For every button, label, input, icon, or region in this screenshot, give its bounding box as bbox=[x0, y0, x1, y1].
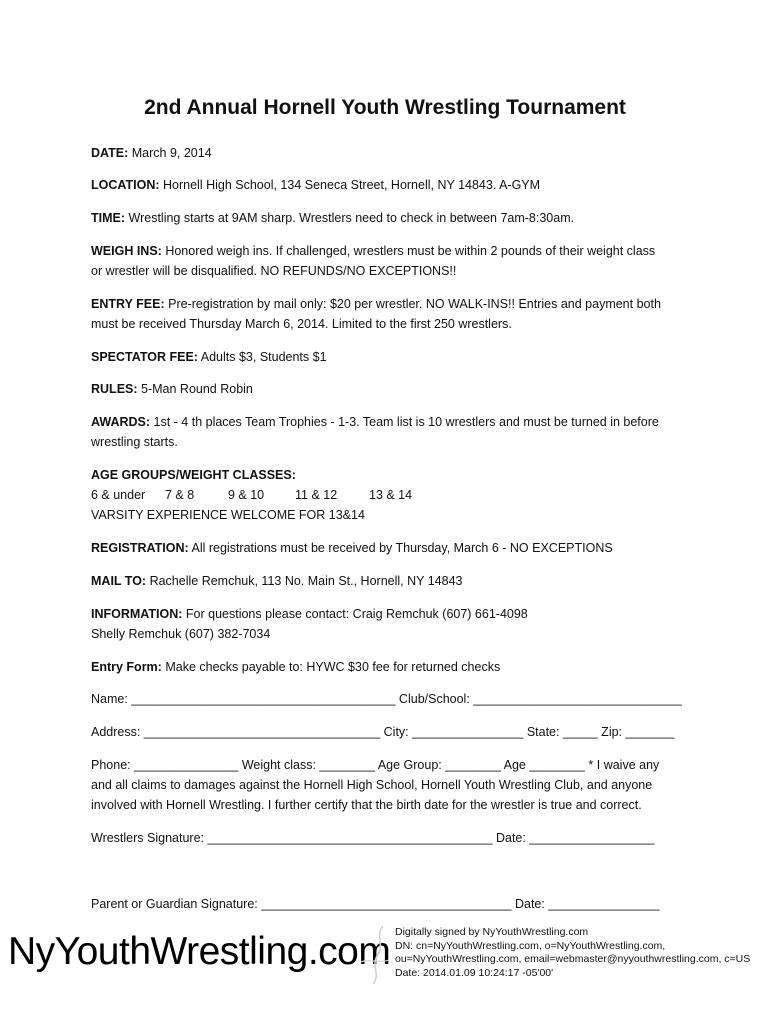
registration-line bbox=[91, 541, 613, 555]
awards-line-2: wrestling starts. bbox=[91, 435, 178, 449]
phone-field[interactable]: Phone: _______________ Weight class: ________ Age Group: ________ Age ________ * I waive any bbox=[91, 758, 660, 772]
weigh-ins-label: WEIGH INS: bbox=[91, 244, 162, 258]
location-value: Hornell High School, 134 Seneca Street, Hornell, NY 14843. A-GYM bbox=[163, 178, 541, 192]
mail-to-line bbox=[91, 574, 462, 588]
information-line-1 bbox=[91, 607, 528, 621]
entry-fee-line-2: must be received Thursday March 6, 2014. Limited to the first 250 wrestlers. bbox=[91, 317, 512, 331]
entry-fee-line-1 bbox=[91, 297, 661, 311]
rules-line bbox=[91, 382, 253, 396]
location-label: LOCATION: bbox=[91, 178, 160, 192]
age-group: 7 & 8 bbox=[165, 488, 195, 502]
mail-to-label: MAIL TO: bbox=[91, 574, 147, 588]
registration-value: All registrations must be received by Thursday, March 6 - NO EXCEPTIONS bbox=[191, 541, 613, 555]
name-club-field[interactable]: Name: ______________________________________ Club/School: ______________________________ bbox=[91, 692, 682, 706]
time-line bbox=[91, 211, 574, 225]
awards-text: 1st - 4 th places Team Trophies - 1-3. Team list is 10 wrestlers and must be turned in before bbox=[153, 415, 659, 429]
age-group: 11 & 12 bbox=[295, 488, 338, 502]
spectator-fee-label: SPECTATOR FEE: bbox=[91, 350, 198, 364]
digital-signature-line: ou=NyYouthWrestling.com, email=webmaster@nyyouthwrestling.com, c=US bbox=[395, 953, 751, 965]
mail-to-value: Rachelle Remchuk, 113 No. Main St., Hornell, NY 14843 bbox=[149, 574, 463, 588]
rules-label: RULES: bbox=[91, 382, 138, 396]
signature-mark-icon bbox=[355, 922, 395, 988]
entry-form-line bbox=[91, 660, 500, 674]
rules-value: 5-Man Round Robin bbox=[141, 382, 253, 396]
information-line-2: Shelly Remchuk (607) 382-7034 bbox=[91, 627, 271, 641]
information-text: For questions please contact: Craig Remchuk (607) 661-4098 bbox=[185, 607, 528, 621]
wrestler-signature-field[interactable]: Wrestlers Signature: _________________________________________ Date: __________________ bbox=[91, 831, 655, 845]
weigh-ins-text: Honored weigh ins. If challenged, wrestlers must be within 2 pounds of their weight class bbox=[165, 244, 656, 258]
waiver-text-1: and all claims to damages against the Hornell High School, Hornell Youth Wrestling Club, and anyone bbox=[91, 778, 653, 792]
date-line bbox=[91, 146, 212, 160]
date-value: March 9, 2014 bbox=[131, 146, 212, 160]
entry-form-label: Entry Form: bbox=[91, 660, 162, 674]
age-group: 9 & 10 bbox=[228, 488, 265, 502]
spectator-fee-value: Adults $3, Students $1 bbox=[200, 350, 327, 364]
digital-signature-line: Digitally signed by NyYouthWrestling.com bbox=[395, 926, 589, 938]
brand-logo-text: NyYouthWrestling.com bbox=[8, 930, 391, 973]
spectator-fee-line bbox=[91, 350, 327, 364]
information-label: INFORMATION: bbox=[91, 607, 183, 621]
digital-signature-block bbox=[395, 926, 750, 980]
awards-line-1 bbox=[91, 415, 659, 429]
awards-label: AWARDS: bbox=[91, 415, 151, 429]
entry-fee-text: Pre-registration by mail only: $20 per wrestler. NO WALK-INS!! Entries and payment both bbox=[168, 297, 661, 311]
location-line bbox=[91, 178, 540, 192]
age-group: 6 & under bbox=[91, 488, 146, 502]
weigh-ins-line-2: or wrestler will be disqualified. NO REFUNDS/NO EXCEPTIONS!! bbox=[91, 264, 457, 278]
entry-form-value: Make checks payable to: HYWC $30 fee for returned checks bbox=[165, 660, 501, 674]
address-field[interactable]: Address: __________________________________ City: ________________ State: _____ Zip: _______ bbox=[91, 725, 675, 739]
age-groups-label: AGE GROUPS/WEIGHT CLASSES: bbox=[91, 468, 296, 482]
age-groups-list bbox=[91, 488, 412, 502]
registration-label: REGISTRATION: bbox=[91, 541, 189, 555]
time-value: Wrestling starts at 9AM sharp. Wrestlers need to check in between 7am-8:30am. bbox=[128, 211, 575, 225]
weigh-ins-line-1 bbox=[91, 244, 655, 258]
waiver-text-2: involved with Hornell Wrestling. I further certify that the birth date for the wrestler is true and correct. bbox=[91, 798, 642, 812]
page-title: 2nd Annual Hornell Youth Wrestling Tournament bbox=[144, 96, 626, 119]
parent-signature-field[interactable]: Parent or Guardian Signature: ____________________________________ Date: ________________ bbox=[91, 897, 660, 911]
time-label: TIME: bbox=[91, 211, 126, 225]
age-group: 13 & 14 bbox=[369, 488, 413, 502]
digital-signature-line: DN: cn=NyYouthWrestling.com, o=NyYouthWrestling.com, bbox=[395, 939, 666, 952]
digital-signature-line: Date: 2014.01.09 10:24:17 -05'00' bbox=[395, 966, 554, 979]
varsity-note: VARSITY EXPERIENCE WELCOME FOR 13&14 bbox=[91, 508, 365, 522]
entry-fee-label: ENTRY FEE: bbox=[91, 297, 165, 311]
date-label: DATE: bbox=[91, 146, 129, 160]
